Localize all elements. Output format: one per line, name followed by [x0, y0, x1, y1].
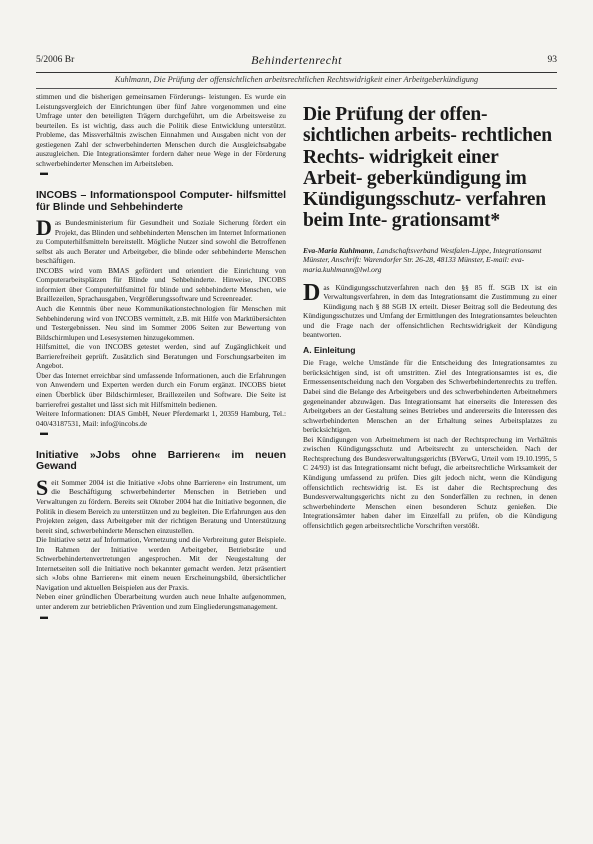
lead-paragraph: Das Kündigungsschutzverfahren nach den §§ 85 ff. SGB IX ist ein Verwaltungsverfahren, in dem das Integrationsamt die Zustimmung zu einer Kündigung nach § 88 SGB IX erteilt. Dieser Beitrag soll die Bedeutung des Kündigungsschutzes und Umfang der Ermittlungen des Integrationsamtes beleuchten und die Frage nach der offensichtlichen Rechtswidrigkeit der Kündigung beantworten. — [303, 279, 557, 340]
page-number: 93 — [547, 55, 557, 65]
journal-section-title: Behindertenrecht — [251, 53, 342, 67]
end-mark-icon: ▬ — [40, 168, 48, 178]
end-mark-icon: ▬ — [40, 428, 48, 438]
issue-number: 5/2006 Br — [36, 55, 75, 65]
running-header — [36, 54, 557, 70]
body-paragraph: Bei Kündigungen von Arbeitnehmern ist nach der Rechtsprechung im Verhältnis zwischen Kündigungsschutz und Arbeitsrecht zu unterscheiden. Nach der Rechtsprechung des Bundesverwaltungsgerichts (BVerwG, Urteil vom 19.10.1995, 5 C 24/93) ist das Integrationsamt nicht befugt, die arbeitsrechtliche Wirksamkeit der Kündigung umfassend zu prüfen. Dies gilt jedoch nicht, wenn die Kündigung offensichtlich rechtswidrig ist. Es ist daher die Rechtsprechung des Bundesverwaltungsgerichts nicht zu den Sonderfällen zu rechnen, in denen schwerbehinderte Menschen einen besonderen Schutz genießen. Die Integrationsämter haben daher im Einzelfall zu prüfen, ob die Kündigung offensichtlich gegen arbeitsrechtliche Vorschriften verstößt. — [303, 434, 557, 530]
footnote-mark: * — [490, 210, 500, 232]
subheader-rule — [36, 88, 557, 89]
section-paragraph: Das Bundesministerium für Gesundheit und Soziale Sicherung fördert ein Projekt, das Blinden und sehbehinderten Menschen im Internet Informationen zu Computerhilfsmitteln bereitstellt. Mögliche Nutzer sind sowohl die Betroffenen selbst als auch Berater und Arbeitgeber, die blinde oder sehbehinderte Menschen beschäftigen. — [36, 215, 286, 266]
running-title: Kuhlmann, Die Prüfung der offensichtlichen arbeitsrechtlichen Rechtswidrigkeit einer Arbeitgeberkündigung — [114, 75, 479, 84]
header-rule — [36, 72, 557, 73]
section-paragraph: Hilfsmittel, die von INCOBS getestet werden, sind auf Zugänglichkeit und Barrierefreiheit geprüft. Zusätzlich sind Beratungen und Forschungsarbeiten im Angebot. — [36, 342, 286, 371]
section-paragraph: Die Initiative setzt auf Information, Vernetzung und die Verbreitung guter Beispiele. Im Rahmen der Initiative werden Arbeitgeber, Betriebsräte und Schwerbehindertenvertretungen angesprochen. Mit der Neugestaltung der Internetseiten soll die Initiative noch bekannter gemacht werden. Jetzt präsentiert sich »Jobs ohne Barrieren« mit einem neuen Erscheinungsbild, übersichtlicher Navigation und aktuellen Beispielen aus der Praxis. — [36, 535, 286, 592]
author-name: Eva-Maria Kuhlmann — [303, 245, 373, 255]
drop-cap: S — [36, 474, 49, 500]
subsection-heading: A. Einleitung — [303, 344, 356, 355]
author-affiliation: , Landschaftsverband Westfalen-Lippe, Integrationsamt Münster, Anschrift: Warendorfer Str. 26-28, 48133 Münster, E-mail: eva-maria.kuhlmann@lwl.org — [303, 245, 542, 274]
section-paragraph: Neben einer gründlichen Überarbeitung wurden auch neue Inhalte aufgenommen, unter anderem zur betrieblichen Prävention und zum Eingliederungsmanagement. — [36, 592, 286, 611]
drop-cap: D — [303, 279, 321, 306]
end-mark-icon: ▬ — [40, 611, 48, 621]
author-block — [303, 246, 557, 275]
right-column — [303, 92, 557, 530]
left-column — [36, 92, 286, 621]
section-paragraph: Auch die Kenntnis über neue Kommunikationstechnologien für Menschen mit Sehbehinderung wird von INCOBS vermittelt, z.B. mit Hilfe von Marktübersichten und Testergebnissen. Neu sind im Sommer 2006 Seiten zur Bewertung von Bildschirmlupen und Lesesystemen hinzugekommen. — [36, 304, 286, 342]
article-title: Die Prüfung der offen- sichtlichen arbeits- rechtlichen Rechts- widrigkeit einer Arbeit- geberkündigung im Kündigungsschutz- verfahren beim Inte- grationsamt* — [303, 104, 552, 232]
section-paragraph: INCOBS wird vom BMAS gefördert und orientiert die Einrichtung von Computerarbeitsplätzen für Blinde und Sehbehinderte. Hinweise, INCOBS informiert über Computerhilfsmittel für blinde und sehbehinderte Menschen, wie Braillezeilen, Sprachausgaben, Vergrößerungssoftware und Screenreader. — [36, 265, 286, 304]
body-paragraph: Die Frage, welche Umstände für die Entscheidung des Integrationsamtes zu berücksichtigen sind, ist oft umstritten. Ziel des Integrationsamtes ist es, die Ermessensentscheidung nach den Vorgaben des Schwerbehindertenrechts zu treffen. Dabei sind die Belange des Arbeitgebers und des schwerbehinderten Arbeitnehmers gegeneinander abzuwägen. Das Integrationsamt hat einerseits die Interessen des Arbeitgebers an der Gestaltung seines Betriebes und andererseits die Interessen des schwerbehinderten Menschen an der Erhaltung seines Arbeitsplatzes zu berücksichtigen. — [303, 358, 557, 435]
drop-cap: D — [36, 215, 52, 241]
contact-paragraph: Weitere Informationen: DIAS GmbH, Neuer Pferdemarkt 1, 20359 Hamburg, Tel.: 040/43187531, Mail: info@incobs.de — [36, 409, 286, 428]
section-paragraph: Seit Sommer 2004 ist die Initiative »Jobs ohne Barrieren« ein Instrument, um die Beschäftigung schwerbehinderter Menschen in Betrieben und Verwaltungen zu fördern. Bereits seit Oktober 2004 hat die Initiative begonnen, die Politik in diesem Bereich zu unterstützen und zu begleiten. Die Erfahrungen aus den Projekten zeigen, dass Arbeitgeber mit der richtigen Beratung und Unterstützung bereit sind, schwerbehinderte Menschen einzustellen. — [36, 474, 286, 535]
section-heading-incobs: INCOBS – Informationspool Computer- hilfsmittel für Blinde und Sehbehinderte — [36, 188, 286, 213]
section-paragraph: Über das Internet erreichbar sind umfassende Informationen, auch die Erfahrungen von Anwendern und Experten werden durch ein Forum ergänzt. INCOBS bietet einen Überblick über Bildschirmleser, Braillezeilen und Software. Die Seite ist barrierefrei gestaltet und lässt sich mit Hilfsmitteln bedienen. — [36, 370, 286, 409]
intro-paragraph: stimmen und die bisherigen gemeinsamen Förderungs- leistungen. Es wurde ein Leistungsvergleich der Einrichtungen über fünf Jahre vorgenommen und eine Umfrage unter den beteiligten Trägern durchgeführt, um die Arbeitsweise zu beurteilen. Es ist wichtig, dass auch die Politik diese Entwicklung unterstützt. Probleme, das Missverhältnis zwischen Einnahmen und Ausgaben nicht von der gestiegenen Zahl der schwerbehinderten Menschen durch die Ausgleichsabgabe auszugleichen. Die Integrationsämter fordern daher neue Wege in der Förderung schwerbehinderter Menschen im Arbeitsleben. — [36, 92, 286, 168]
section-heading-jobs: Initiative »Jobs ohne Barrieren« im neuen Gewand — [36, 448, 286, 473]
